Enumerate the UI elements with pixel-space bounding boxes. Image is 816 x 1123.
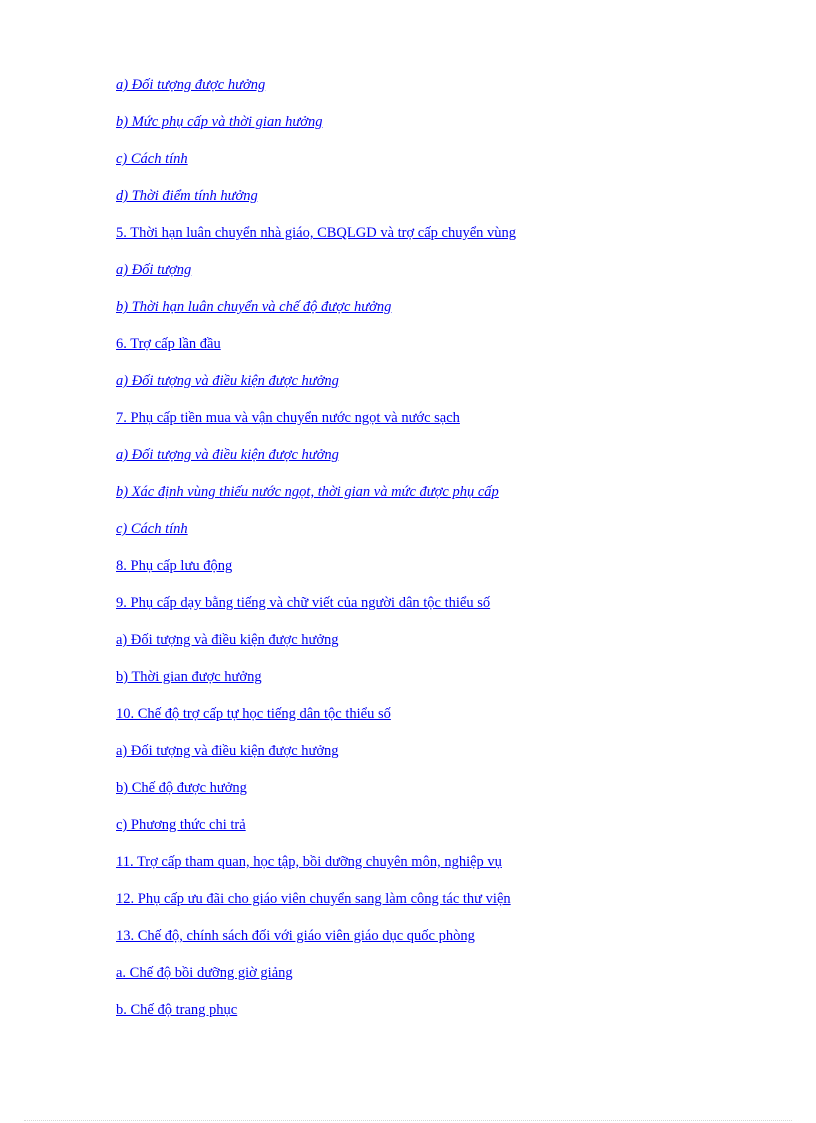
- toc-link[interactable]: 13. Chế độ, chính sách đối với giáo viên giáo dục quốc phòng: [116, 928, 475, 944]
- toc-link[interactable]: a) Đối tượng: [116, 262, 192, 278]
- toc-link[interactable]: a) Đối tượng và điều kiện được hưởng: [116, 373, 339, 389]
- toc-link[interactable]: 12. Phụ cấp ưu đãi cho giáo viên chuyển sang làm công tác thư viện: [116, 891, 511, 907]
- toc-link[interactable]: c) Cách tính: [116, 151, 188, 167]
- toc-link[interactable]: a. Chế độ bồi dưỡng giờ giảng: [116, 965, 293, 981]
- toc-link[interactable]: 6. Trợ cấp lần đầu: [116, 336, 221, 352]
- toc-link[interactable]: c) Cách tính: [116, 521, 188, 537]
- toc-link[interactable]: 7. Phụ cấp tiền mua và vận chuyển nước ngọt và nước sạch: [116, 410, 460, 426]
- toc-link[interactable]: b. Chế độ trang phục: [116, 1002, 238, 1018]
- toc-link[interactable]: 9. Phụ cấp dạy bằng tiếng và chữ viết của người dân tộc thiểu số: [116, 595, 491, 611]
- toc-link[interactable]: a) Đối tượng được hưởng: [116, 77, 266, 93]
- toc-link[interactable]: 10. Chế độ trợ cấp tự học tiếng dân tộc thiểu số: [116, 706, 391, 722]
- toc-link[interactable]: 5. Thời hạn luân chuyển nhà giáo, CBQLGD và trợ cấp chuyển vùng: [116, 225, 517, 241]
- toc-link[interactable]: b) Thời gian được hưởng: [116, 669, 262, 685]
- toc-link[interactable]: c) Phương thức chi trả: [116, 817, 246, 833]
- toc-link[interactable]: b) Mức phụ cấp và thời gian hưởng: [116, 114, 323, 130]
- table-of-contents: [116, 74, 796, 1036]
- toc-link[interactable]: b) Chế độ được hưởng: [116, 780, 247, 796]
- toc-link[interactable]: 8. Phụ cấp lưu động: [116, 558, 233, 574]
- toc-link[interactable]: b) Thời hạn luân chuyển và chế độ được hưởng: [116, 299, 392, 315]
- toc-link[interactable]: d) Thời điểm tính hưởng: [116, 188, 258, 204]
- toc-link[interactable]: b) Xác định vùng thiếu nước ngọt, thời gian và mức được phụ cấp: [116, 484, 499, 500]
- toc-link[interactable]: a) Đối tượng và điều kiện được hưởng: [116, 632, 339, 648]
- toc-link[interactable]: a) Đối tượng và điều kiện được hưởng: [116, 743, 339, 759]
- page-divider: [24, 1120, 792, 1121]
- toc-link[interactable]: a) Đối tượng và điều kiện được hưởng: [116, 447, 339, 463]
- toc-link[interactable]: 11. Trợ cấp tham quan, học tập, bồi dưỡng chuyên môn, nghiệp vụ: [116, 854, 502, 870]
